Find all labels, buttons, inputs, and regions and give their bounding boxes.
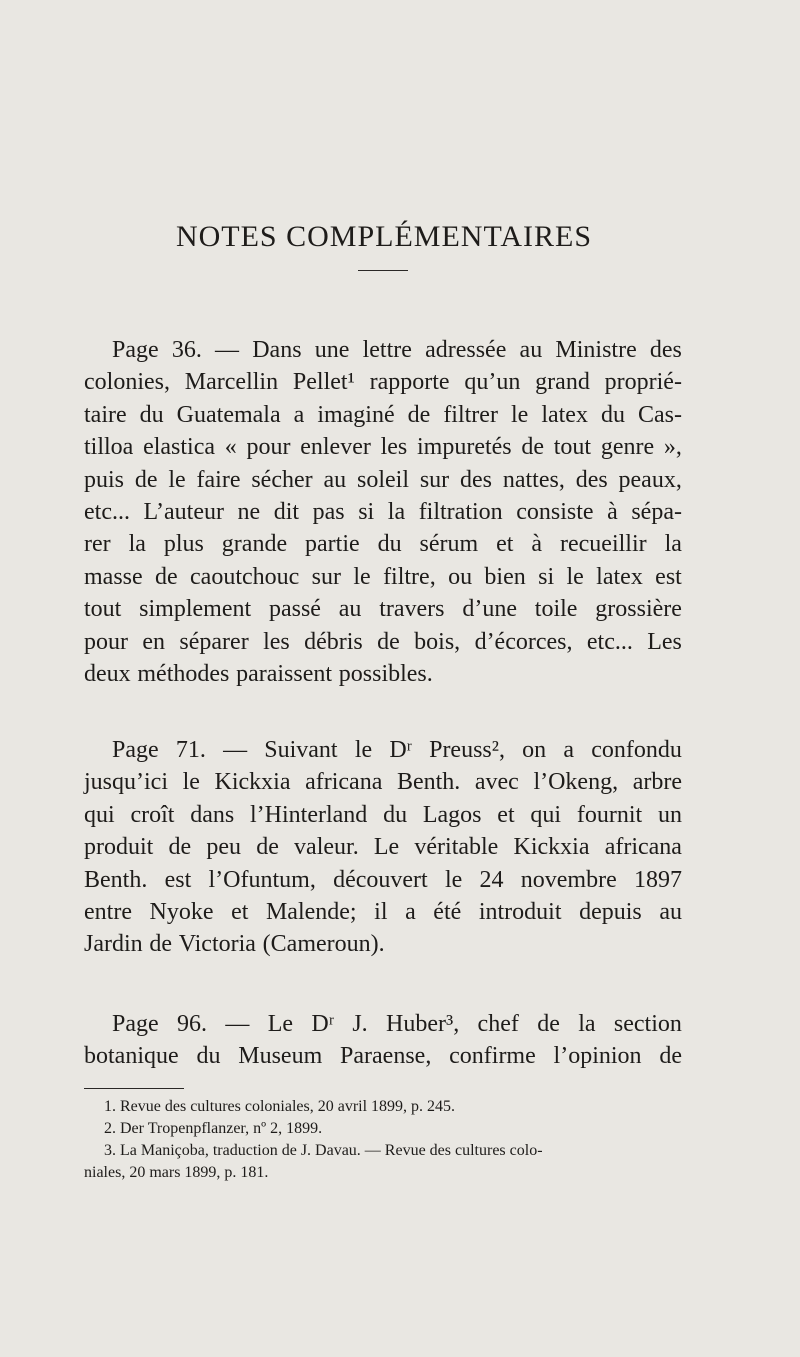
page-title: NOTES COMPLÉMENTAIRES: [175, 220, 593, 254]
text-line: botanique du Museum Paraense, confirme l’opinion de: [84, 1043, 682, 1070]
text-line: pour en séparer les débris de bois, d’écorces, etc... Les: [84, 628, 682, 655]
footnote: 3. La Maniçoba, traduction de J. Davau. — Revue des cultures colo-: [104, 1142, 543, 1159]
text-line: colonies, Marcellin Pellet¹ rapporte qu’un grand proprié-: [84, 369, 682, 396]
text-line: tilloa elastica « pour enlever les impuretés de tout genre »,: [84, 434, 682, 461]
text-line: Benth. est l’Ofuntum, découvert le 24 novembre 1897: [84, 866, 682, 893]
text-line: etc... L’auteur ne dit pas si la filtration consiste à sépa-: [84, 498, 682, 525]
title-rule: [358, 270, 408, 271]
text-line: produit de peu de valeur. Le véritable Kickxia africana: [84, 834, 682, 861]
text-line: qui croît dans l’Hinterland du Lagos et qui fournit un: [84, 801, 682, 828]
text-line: Page 36. — Dans une lettre adressée au Ministre des: [112, 337, 682, 363]
text-line: Jardin de Victoria (Cameroun).: [84, 931, 385, 958]
text-line: jusqu’ici le Kickxia africana Benth. avec l’Okeng, arbre: [84, 769, 682, 796]
text-line: Page 96. — Le Dʳ J. Huber³, chef de la section: [112, 1011, 682, 1037]
text-line: tout simplement passé au travers d’une toile grossière: [84, 596, 682, 623]
text-line: taire du Guatemala a imaginé de filtrer le latex du Cas-: [84, 401, 682, 428]
footnote: 1. Revue des cultures coloniales, 20 avril 1899, p. 245.: [104, 1098, 456, 1115]
note-page-36: [84, 334, 682, 690]
text-line: entre Nyoke et Malende; il a été introduit depuis au: [84, 898, 682, 925]
text-line: deux méthodes paraissent possibles.: [84, 660, 433, 687]
footnotes: [84, 1096, 684, 1184]
footnote: 2. Der Tropenpflanzer, nº 2, 1899.: [104, 1120, 323, 1137]
text-line: puis de le faire sécher au soleil sur des nattes, des peaux,: [84, 466, 682, 493]
footnote-rule: [84, 1088, 184, 1089]
text-line: masse de caoutchouc sur le filtre, ou bien si le latex est: [84, 563, 682, 590]
text-line: rer la plus grande partie du sérum et à recueillir la: [84, 531, 682, 558]
footnote: niales, 20 mars 1899, p. 181.: [84, 1164, 269, 1181]
text-line: Page 71. — Suivant le Dʳ Preuss², on a confondu: [112, 737, 682, 763]
note-page-96: [84, 1008, 682, 1073]
note-page-71: [84, 734, 682, 961]
